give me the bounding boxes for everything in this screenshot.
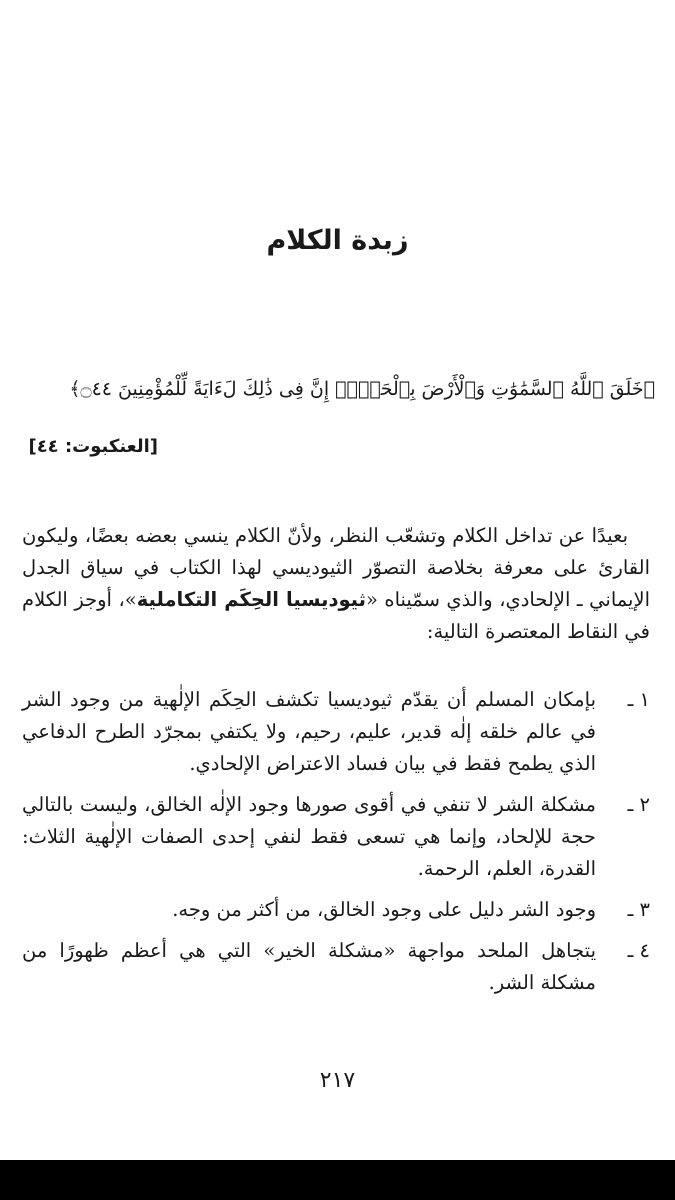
list-item bbox=[22, 684, 650, 780]
list-item-number: ٣ ـ bbox=[627, 898, 650, 921]
list-item-text: بإمكان المسلم أن يقدّم ثيوديسيا تكشف الحِكَم الإلٰهية من وجود الشر في عالم خلقه إلٰه قدير، عليم، رحيم، ولا يكتفي بمجرّد الطرح الدفاعي الذي يطمح فقط في بيان فساد الاعتراض الإلحادي. bbox=[22, 688, 596, 775]
verse-reference: [العنكبوت: ٤٤] bbox=[28, 436, 158, 457]
intro-text-start: بعيدًا عن تداخل الكلام وتشعّب النظر، ولأنّ الكلام ينسي بعضه بعضًا، وليكون القارئ على معرفة بخلاصة التصوّر الثيوديسي لهذا الكتاب في سياق الجدل الإيماني ـ الإلحادي، والذي سمّيناه « bbox=[22, 524, 650, 611]
points-list bbox=[22, 684, 650, 1008]
list-item bbox=[22, 789, 650, 885]
page-number: ٢١٧ bbox=[319, 1068, 356, 1093]
list-item-text: مشكلة الشر لا تنفي في أقوى صورها وجود الإلٰه الخالق، وليست بالتالي حجة للإلحاد، وإنما هي تسعى فقط لنفي إحدى الصفات الإلٰهية الثلاث: القدرة، العلم، الرحمة. bbox=[22, 793, 596, 880]
list-item-text: يتجاهل الملحد مواجهة «مشكلة الخير» التي هي أعظم ظهورًا من مشكلة الشر. bbox=[22, 939, 596, 994]
list-item bbox=[22, 894, 650, 926]
intro-paragraph bbox=[22, 520, 650, 648]
chapter-title: زبدة الكلام bbox=[266, 225, 409, 256]
list-item bbox=[22, 935, 650, 999]
quran-verse: ﴿خَلَقَ ٱللَّهُ ٱلسَّمَٰوَٰتِ وَٱلْأَرْضَ بِٱلْحَقِّۚ إِنَّ فِى ذَٰلِكَ لَءَايَةً لِّلْمُؤْمِنِينَ ۝٤٤﴾ bbox=[69, 378, 655, 400]
bottom-bar bbox=[0, 1160, 675, 1200]
list-item-number: ٤ ـ bbox=[627, 939, 650, 962]
list-item-text: وجود الشر دليل على وجود الخالق، من أكثر من وجه. bbox=[172, 898, 596, 921]
intro-text-end: »، أوجز الكلام في النقاط المعتصرة التالية: bbox=[22, 588, 650, 643]
list-item-number: ١ ـ bbox=[627, 688, 650, 711]
list-item-number: ٢ ـ bbox=[627, 793, 650, 816]
intro-bold-term: ثيوديسيا الحِكَم التكاملية bbox=[136, 588, 366, 611]
